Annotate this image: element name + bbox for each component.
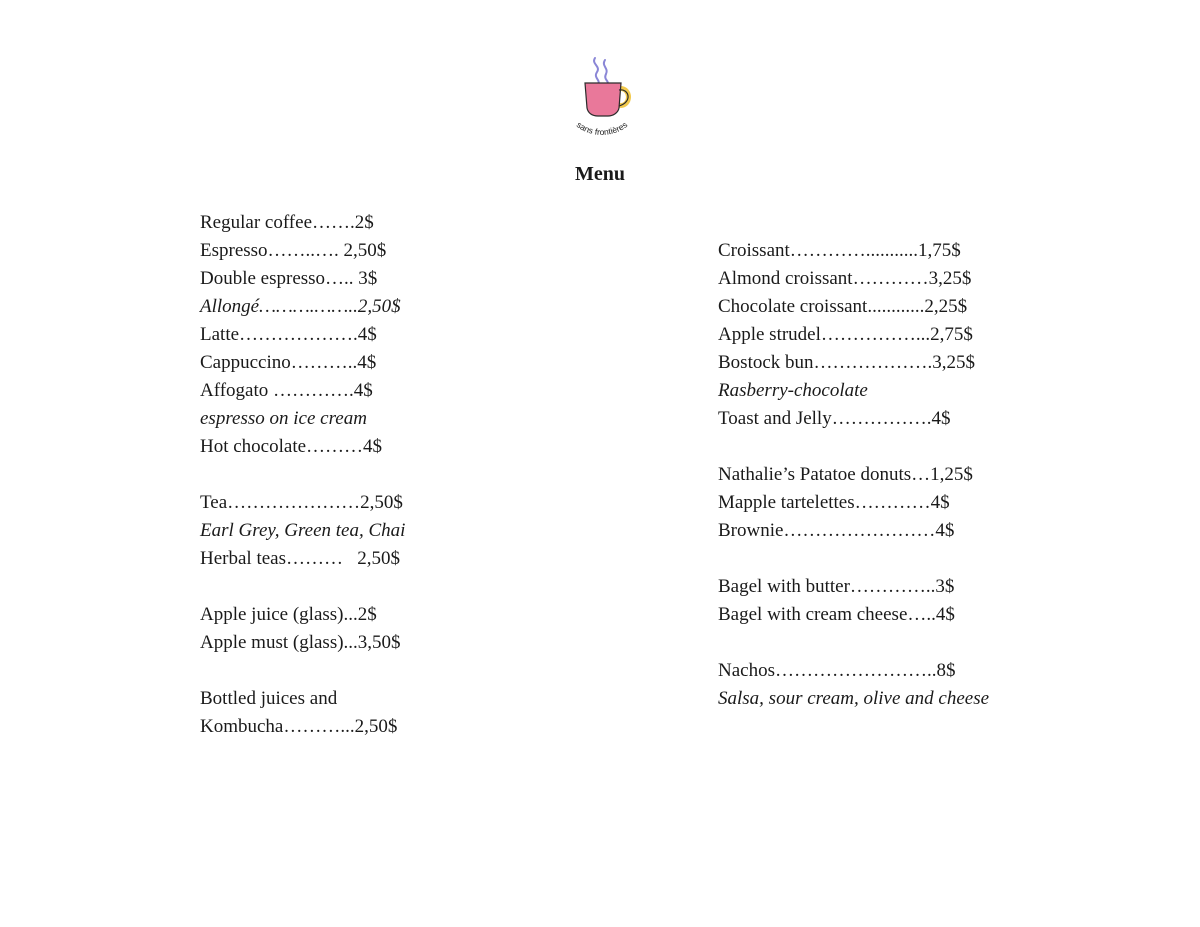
menu-item: Nathalie’s Patatoe donuts…1,25$	[718, 464, 973, 485]
menu-item: Bagel with butter…………..3$	[718, 576, 955, 597]
menu-item-note: Earl Grey, Green tea, Chai	[200, 520, 406, 541]
menu-item: Apple strudel……………...2,75$	[718, 324, 973, 345]
menu-item: Apple must (glass)...3,50$	[200, 632, 401, 653]
svg-text:sans frontières	[575, 119, 629, 137]
menu-item: Apple juice (glass)...2$	[200, 604, 377, 625]
cafe-logo	[555, 50, 645, 142]
menu-item: Almond croissant…………3,25$	[718, 268, 972, 289]
menu-item: Latte……………….4$	[200, 324, 377, 345]
spacer	[200, 461, 405, 489]
coffee-cup-icon	[555, 50, 645, 142]
drinks-column	[200, 209, 405, 741]
spacer	[718, 545, 989, 573]
menu-item-note: espresso on ice cream	[200, 408, 367, 429]
menu-item: Bottled juices and	[200, 688, 338, 709]
menu-item: Espresso……..…. 2,50$	[200, 240, 387, 261]
menu-item: Nachos……………………..8$	[718, 660, 956, 681]
menu-item: Tea…………………2,50$	[200, 492, 403, 513]
menu-item: Double espresso….. 3$	[200, 268, 378, 289]
menu-item: Mapple tartelettes…………4$	[718, 492, 950, 513]
food-column	[718, 237, 989, 713]
menu-item: Cappuccino………..4$	[200, 352, 377, 373]
menu-title: Menu	[575, 163, 625, 185]
menu-item: Bostock bun……………….3,25$	[718, 352, 976, 373]
menu-item: Bagel with cream cheese…..4$	[718, 604, 955, 625]
menu-item: Croissant…………...........1,75$	[718, 240, 961, 261]
spacer	[200, 657, 405, 685]
menu-item: Hot chocolate………4$	[200, 436, 383, 457]
menu-item: Kombucha………...2,50$	[200, 716, 398, 737]
spacer	[718, 629, 989, 657]
menu-item-note: Rasberry-chocolate	[718, 380, 868, 401]
menu-item: Brownie……………………4$	[718, 520, 955, 541]
menu-item: Toast and Jelly…………….4$	[718, 408, 951, 429]
menu-item: Affogato ………….4$	[200, 380, 373, 401]
spacer	[200, 573, 405, 601]
menu-item: Chocolate croissant............2,25$	[718, 296, 968, 317]
menu-item: Herbal teas……… 2,50$	[200, 548, 400, 569]
menu-item-note: Salsa, sour cream, olive and cheese	[718, 688, 990, 709]
spacer	[718, 433, 989, 461]
menu-item-note: Allongé……….……..2,50$	[200, 296, 401, 317]
menu-item: Regular coffee…….2$	[200, 212, 374, 233]
logo-caption: sans frontières	[574, 119, 630, 137]
